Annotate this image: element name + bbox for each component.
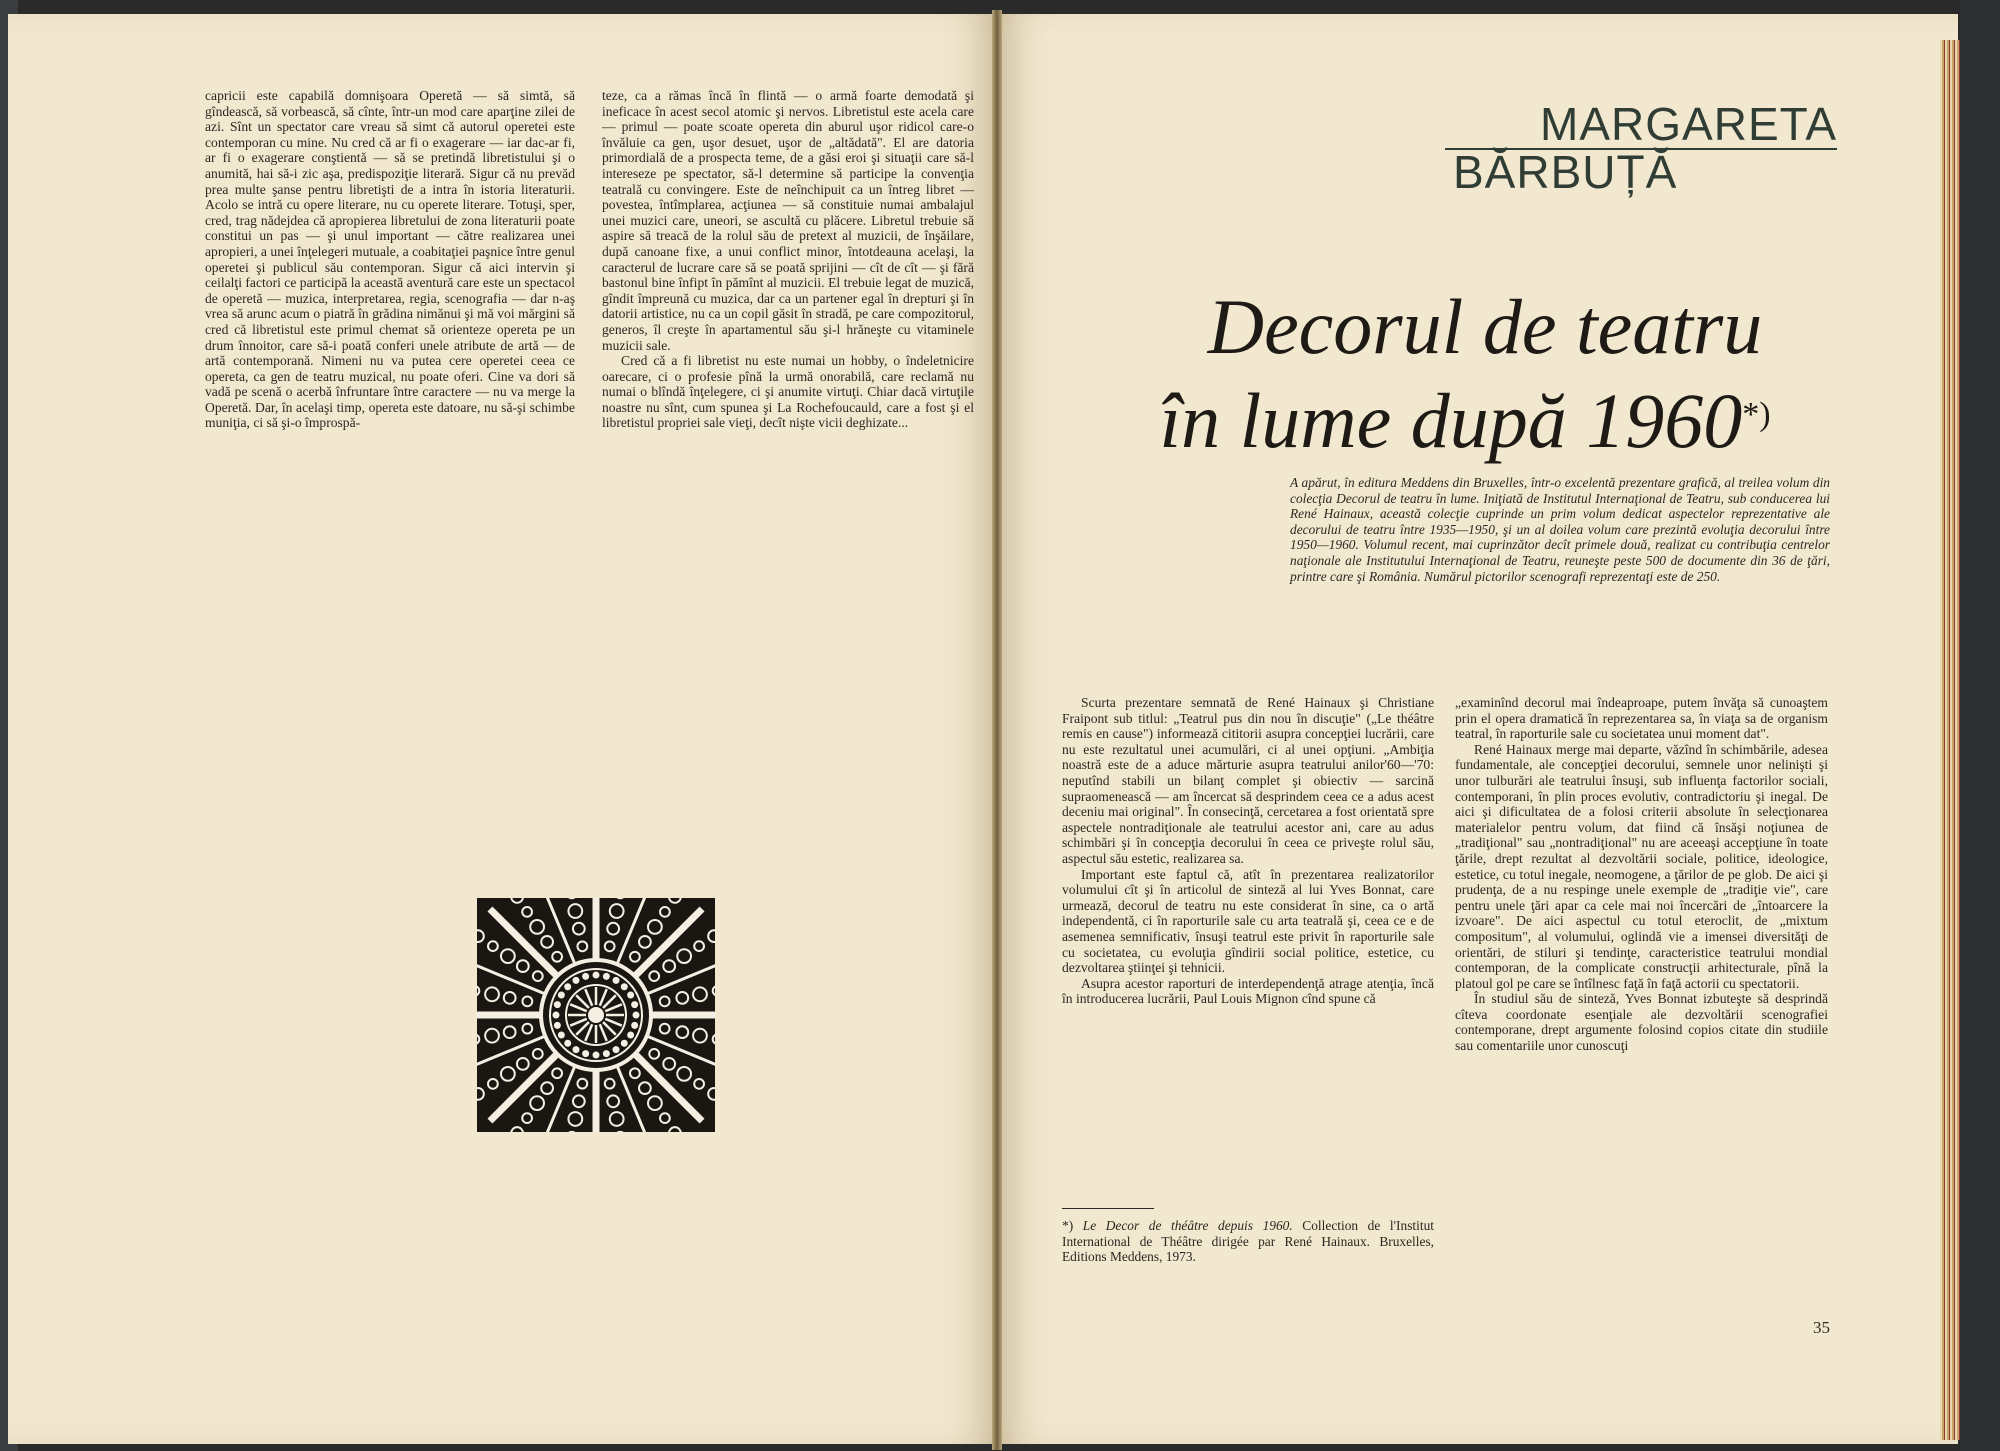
right-column-2 (1455, 695, 1828, 1054)
paragraph: „examinînd decorul mai îndeaproape, putem învăţa să cunoaştem prin el opera dramatică în reprezentarea sa, în viaţa sa de organism teatral, în raporturile sale cu societatea unui moment dat". (1455, 695, 1828, 742)
title-line-2-text: în lume după 1960 (1159, 377, 1743, 464)
title-line-1: Decorul de teatru (1207, 283, 1763, 370)
footnote-title: Le Decor de théâtre depuis 1960. (1082, 1218, 1293, 1233)
paragraph: teze, ca a rămas încă în flintă — o armă foarte demodată şi ineficace în acest secol atomic şi nervos. Libretistul este acela care — primul — poate scoate opereta din aburul uşor ridicol care-o învăluie ca gen, uşor desuet, uşor de „altădată". El are datoria primordială de a prospecta teme, de a găsi eroi şi situaţii care să-l intereseze pe spectator, să-l determine să participe la convenţia teatrală cu convingere. Este de neînchipuit ca un întreg libret — povestea, întîmplarea, acţiunea — să constituie numai ambalajul unei muzici care, uneori, se ascultă cu plăcere. Libretul trebuie să aspire să treacă de la rolul său de pretext al muzicii, de înşăilare, după canoane fixe, a unui conflict minor, întotdeauna acelaşi, la caracterul de lucrare care să se poată sprijini — cît de cît — şi fără bastonul bine înfipt în pămînt al muzicii. El trebuie legat de muzică, gîndit împreună cu muzica, dar ca un partener egal în drepturi şi în datorii artistice, nu ca un copil găsit în stradă, pe care compozitorul, generos, îl creşte în apartamentul său şi-l hrăneşte cu vitaminele muzicii sale. (602, 88, 974, 353)
paragraph: Cred că a fi libretist nu este numai un hobby, o îndeletnicire oarecare, ci o profesie pînă la urmă onorabilă, care reclamă nu numai o blîndă înţelegere, ci şi anumite virtuţi. Chiar dacă virtuţile noastre nu sînt, cum spunea şi La Rochefoucauld, care a fost şi el libretistul propriei sale vieţi, decît nişte vicii deghizate... (602, 353, 974, 431)
footnote (1062, 1218, 1434, 1265)
left-column-2 (602, 88, 974, 431)
page-number: 35 (1813, 1318, 1830, 1337)
paragraph: capricii este capabilă domnişoara Operetă — să simtă, să gîndească, să vorbească, să cînte, într-un mod care aparţine zilei de azi. Sînt un spectator care vreau să simt că autorul operetei este contemporan cu mine. Nu cred că ar fi o exagerare — iar dac-ar fi, ar fi o exagerare conştientă — să se pretindă libretistului şi o anumită, hai să-i zic aşa, predispoziţie literară. Sigur că nu prevăd prea multe şanse pentru libretişti de a intra în istoria literaturii. Acolo se intră cu opere literare, nu cu operete literare. Totuşi, sper, cred, trag nădejdea că apropierea libretului de zona literaturii poate constitui un pas — şi unul important — către realizarea unei apropieri, a unei înţelegeri mutuale, a coabitaţiei paşnice între genul operetei şi publicul său contemporan. Sigur că aici intervin şi ceilalţi factori ce participă la această aventură care este un spectacol de operetă — muzica, interpretarea, regia, scenografia — dar n-aş vrea să arunc acum o piatră în grădina nimănui şi mă voi mărgini să cred că libretistul este primul chemat să orienteze opereta pe un drum înnoitor, care să-i poată conferi unele atribute de artă — de artă contemporană. Nimeni nu va putea cere operetei ceea ce opereta, ca gen de teatru muzical, nu poate oferi. Cine va dori să vadă pe scenă o acerbă înfruntare între caractere — nu va merge la Operetă. Dar, în acelaşi timp, opereta este datoare, nu să-şi schimbe muniţia, ci să şi-o împrospă- (205, 88, 575, 431)
paragraph: Important este faptul că, atît în prezentarea realizatorilor volumului cît şi în articolul de sinteză al lui Yves Bonnat, care urmează, decorul de teatru nu este considerat în sine, ca o artă independentă, ci în raporturile sale cu arta teatrală şi, ceea ce e de asemenea semnificativ, însuşi teatrul este privit în raporturile sale cu societatea, cu evoluţia gîndirii social politice, estetice, cu dezvoltarea ştiinţei şi tehnicii. (1062, 866, 1434, 976)
article-intro: A apărut, în editura Meddens din Bruxelles, într-o excelentă prezentare grafică, al treilea volum din colecţia Decorul de teatru în lume. Iniţiată de Institutul Internaţional de Teatru, sub conducerea lui René Hainaux, această colecţie cuprinde un prim volum dedicat aspectelor reprezentative ale decorului de teatru între 1935—1950, şi un al doilea volum care prezintă evoluţia decorului între 1950—1960. Volumul recent, mai cuprinzător decît primele două, realizat cu contribuţia centrelor naţionale ale Institutului Internaţional de Teatru, reuneşte peste 500 de documente din 36 de ţări, printre care şi România. Numărul pictorilor scenografi reprezentaţi este de 250. (1290, 475, 1830, 584)
book-cover-right (1960, 0, 2000, 1451)
author-name (1445, 98, 1837, 198)
footnote-mark: *) (1062, 1218, 1083, 1233)
article-title (1105, 280, 1825, 468)
footnote-rule (1062, 1208, 1154, 1209)
paragraph: În studiul său de sinteză, Yves Bonnat izbuteşte să desprindă cîteva coordonate esenţiale ale dezvoltării scenografiei contemporane, drept argumente folosind copios citate din studiile sau comentariile unor cunoscuţi (1455, 991, 1828, 1054)
paragraph: Asupra acestor raporturi de interdependenţă atrage atenţia, încă în introducerea lucrării, Paul Louis Mignon cînd spune că (1062, 975, 1434, 1007)
paragraph: Scurta prezentare semnată de René Hainaux şi Christiane Fraipont sub titlul: „Teatrul pus din nou în discuţie" („Le théâtre remis en cause") informează cititorii asupra concepţiei lucrării, care nu este rezultatul unei acumulări, ci al unei opţiuni. „Ambiţia noastră este de a aduce mărturie asupra teatrului anilor'60—'70: neputînd stabili un bilanţ complet şi obiectiv — sarcină supraomenească — am încercat să desprindem ceea ce a adus acest deceniu mai original". În consecinţă, cercetarea a fost orientată spre aspectele nontradiţionale ale teatrului acestor ani, care au adus schimbări şi în concepţia decorului în ceea ce priveşte rolul său, aspectul său estetic, realizarea sa. (1062, 695, 1434, 866)
author-last-name: BĂRBUȚĂ (1453, 146, 1678, 198)
footnote-text: Collection de l'Institut International de Théâtre dirigée par René Hainaux. Bruxelles, Editions Meddens, 1973. (1062, 1218, 1434, 1265)
footnote-marker: *) (1742, 396, 1771, 433)
left-column-1 (205, 88, 575, 431)
author-first-name: MARGARETA (1445, 102, 1837, 150)
title-line-2 (1159, 377, 1770, 464)
right-column-1 (1062, 695, 1434, 1007)
page-edges (1940, 40, 1960, 1440)
paragraph: René Hainaux merge mai departe, văzînd în schimbările, adesea fundamentale, ale concepţiei decorului, semnele unor nelinişti şi unor tulburări ale teatrului însuşi, sub influenţa factorilor sociali, contemporani, în plin proces evolutiv, contradictoriu şi inegal. De aici şi dificultatea de a folosi criterii absolute în selecţionarea materialelor pentru volum, dat fiind că însăşi noţiunea de „tradiţional" sau „nontradiţional" nu are aceeaşi accepţiune în toate ţările, drept rezultat al dezvoltării sociale, politice, ideologice, estetice, cu totul inegale, neomogene, a ţărilor de pe glob. De aici şi prudenţa, de a nu respinge unele exemple de „tradiţie vie", care pentru unele ţări apar ca cele mai noi încercări de „întoarcere la izvoare". De aici aspectul cu totul eteroclit, de „mixtum compositum", al volumului, oglindă vie a imensei diversităţi de orientări, de stiluri şi tendinţe, caracteristice teatrului mondial contemporan, de la complicate construcţii arhitecturale, pînă la platoul gol pe care se întîlnesc faţă în faţă actorii cu spectatorii. (1455, 741, 1828, 991)
book-gutter (992, 10, 1002, 1450)
rosette-ornament-icon (477, 898, 715, 1132)
